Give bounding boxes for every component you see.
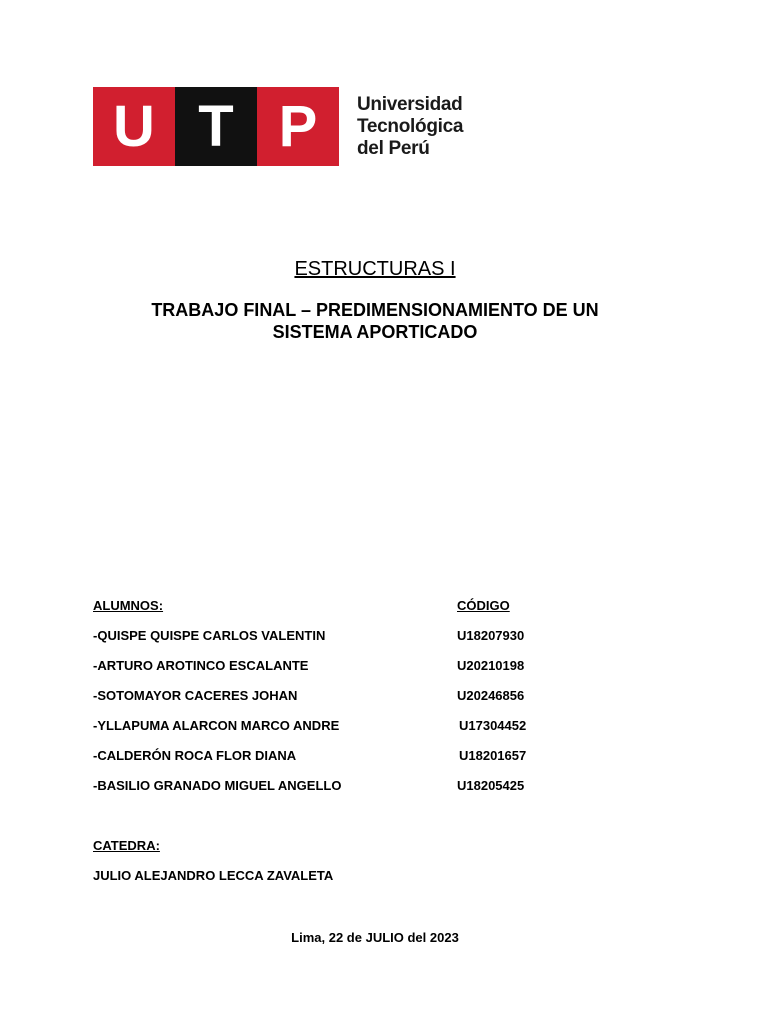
student-code: U20246856 <box>457 688 525 703</box>
student-name: -SOTOMAYOR CACERES JOHAN <box>93 688 298 703</box>
student-code: U17304452 <box>459 718 527 733</box>
subtitle-line: TRABAJO FINAL – PREDIMENSIONAMIENTO DE UN <box>151 300 599 320</box>
student-name: -ARTURO AROTINCO ESCALANTE <box>93 658 309 673</box>
place-date: Lima, 22 de JULIO del 2023 <box>291 930 459 945</box>
logo-text-line: Tecnológica <box>357 115 464 137</box>
logo-text-line: Universidad <box>357 93 463 115</box>
logo-mark <box>93 87 339 166</box>
student-code: U18207930 <box>457 628 525 643</box>
logo-letter-p: P <box>257 87 339 166</box>
student-name: -CALDERÓN ROCA FLOR DIANA <box>93 748 297 763</box>
student-name: -QUISPE QUISPE CARLOS VALENTIN <box>93 628 326 643</box>
professor-name: JULIO ALEJANDRO LECCA ZAVALETA <box>93 868 334 883</box>
logo-text-line: del Perú <box>357 137 430 159</box>
utp-logo <box>93 87 463 166</box>
student-code: U18205425 <box>457 778 525 793</box>
subtitle-line: SISTEMA APORTICADO <box>272 322 478 342</box>
student-name: -BASILIO GRANADO MIGUEL ANGELLO <box>93 778 342 793</box>
student-code: U20210198 <box>457 658 525 673</box>
students-header-label: ALUMNOS: <box>93 598 164 613</box>
logo-letter-u: U <box>93 87 175 166</box>
student-name: -YLLAPUMA ALARCON MARCO ANDRE <box>93 718 340 733</box>
course-title: ESTRUCTURAS I <box>294 258 456 280</box>
logo-wordmark <box>357 94 463 160</box>
document-subtitle <box>0 299 750 343</box>
logo-letter-t: T <box>175 87 257 166</box>
catedra-label: CATEDRA: <box>93 838 160 853</box>
student-code: U18201657 <box>459 748 527 763</box>
code-header-label: CÓDIGO <box>457 598 510 613</box>
